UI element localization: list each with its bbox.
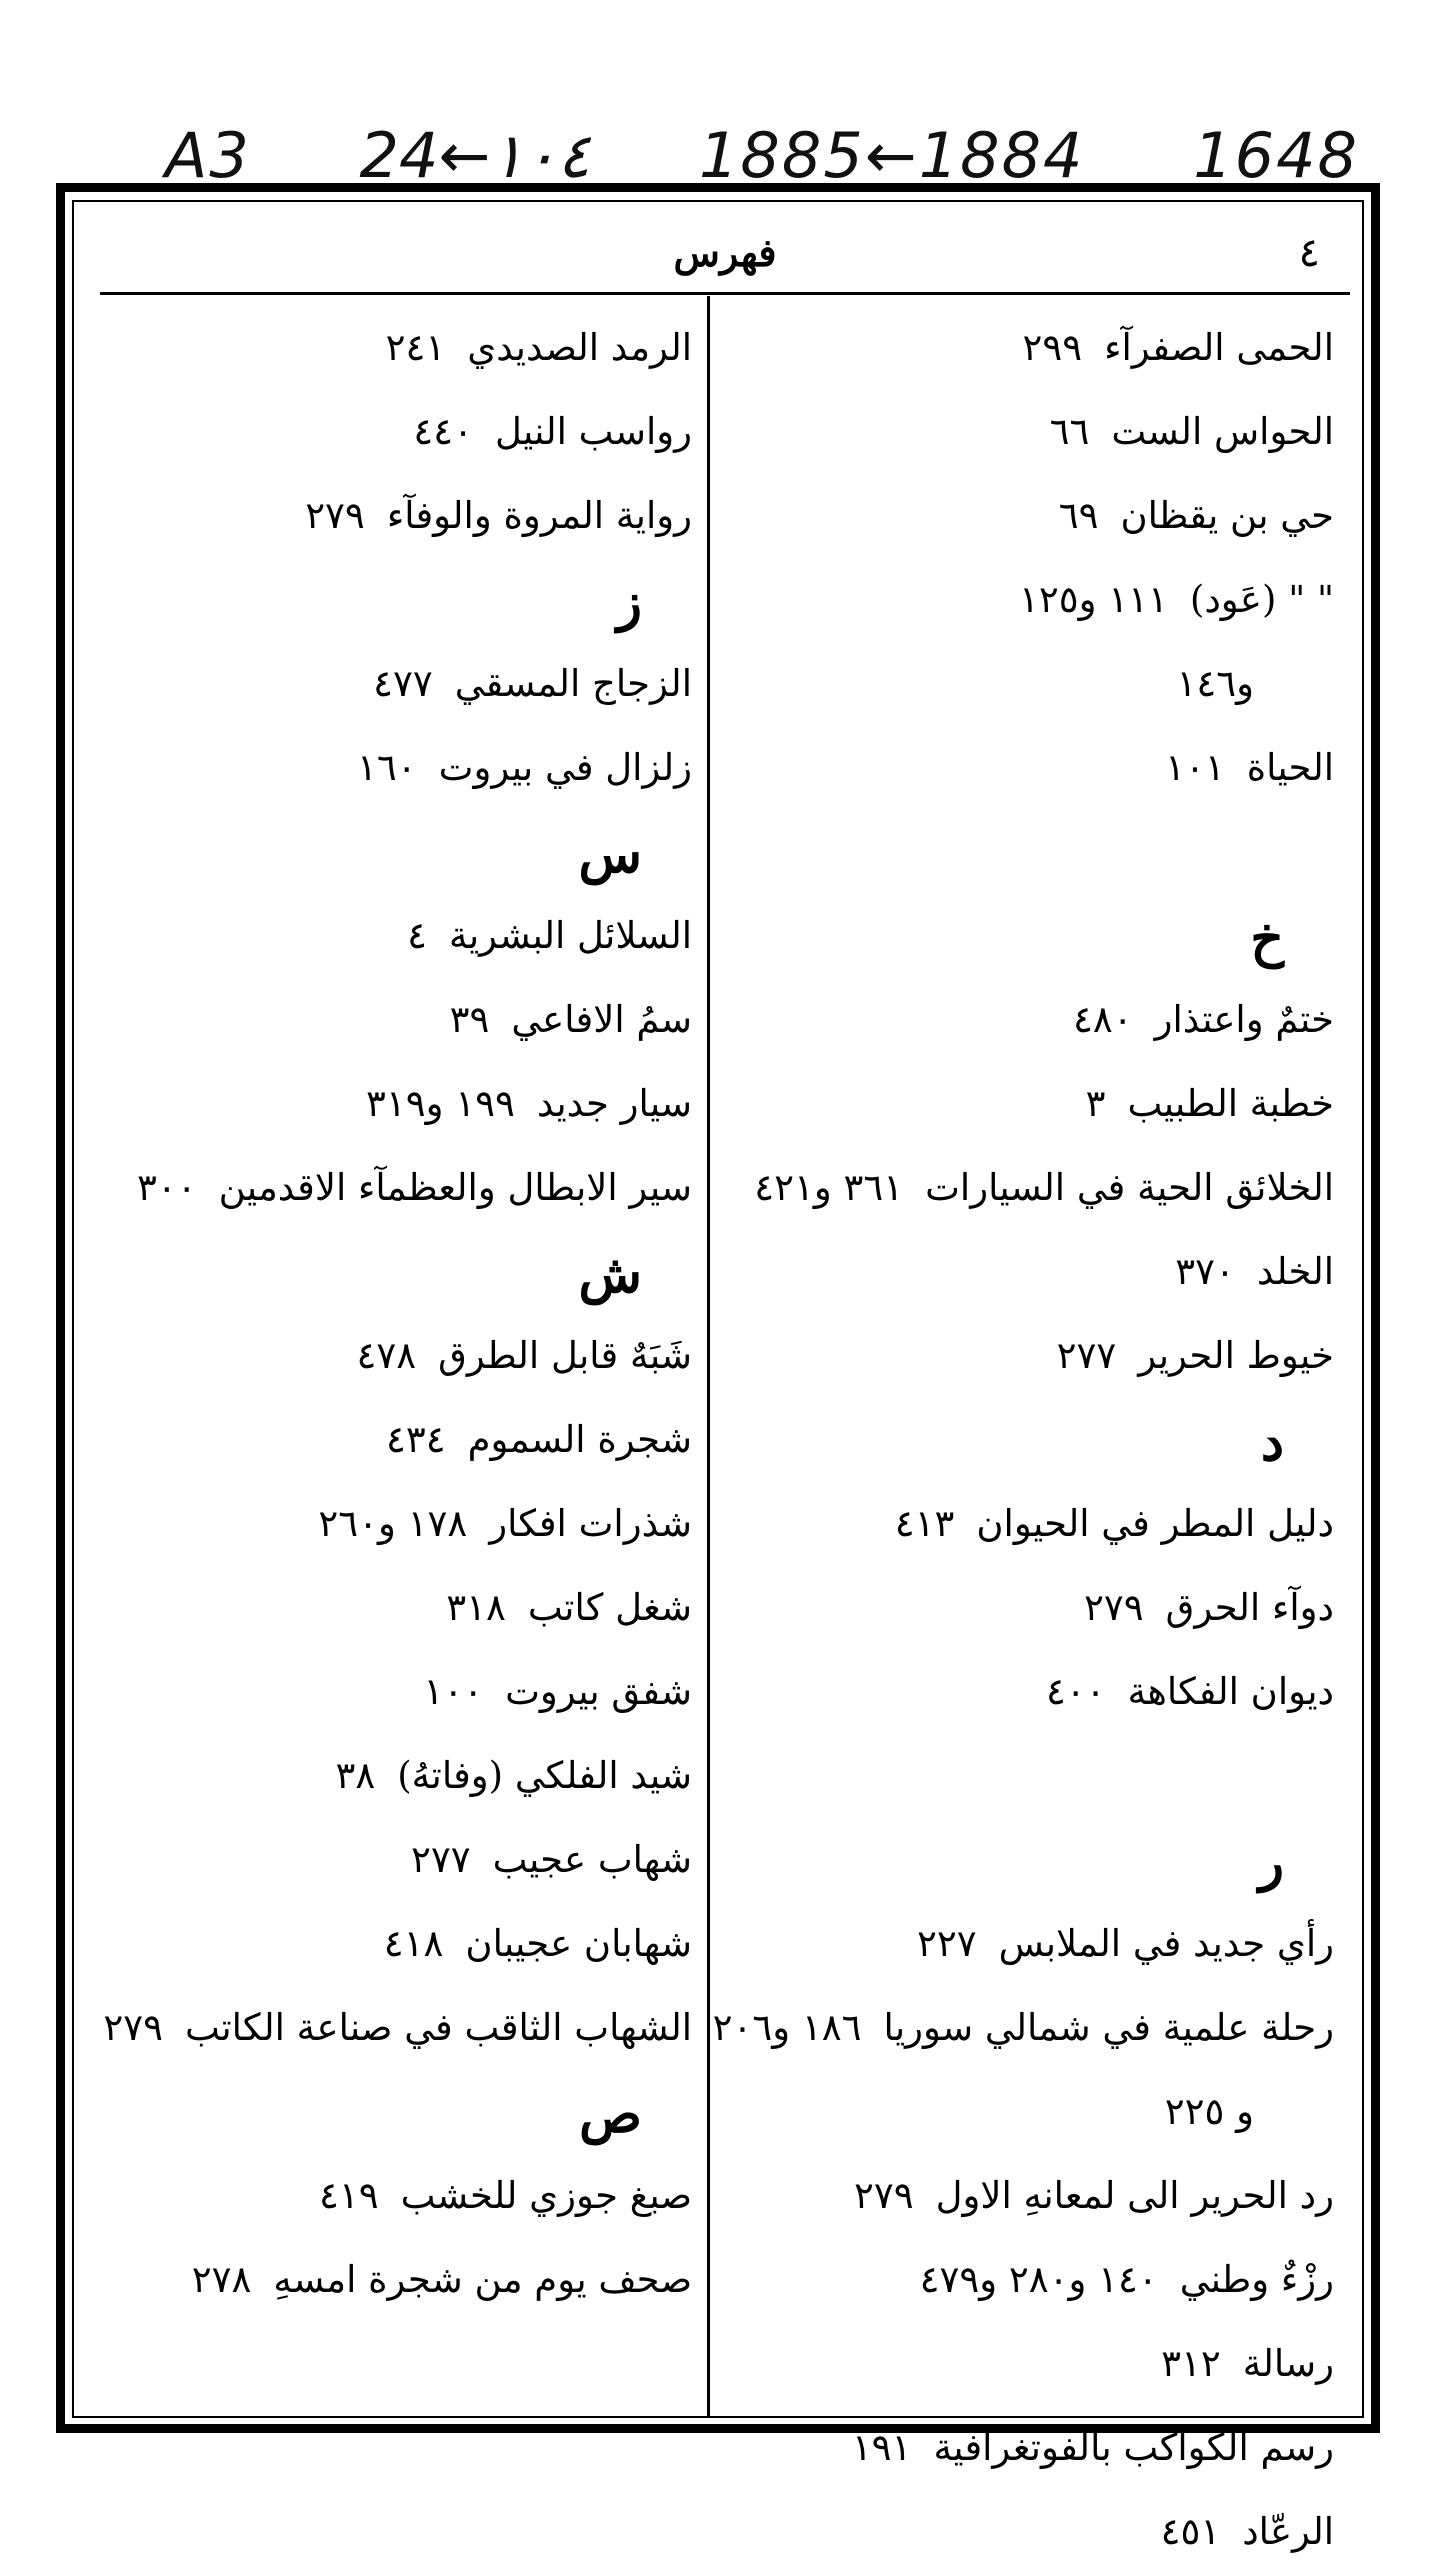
index-entry — [734, 1146, 1334, 1230]
entry-title: سير الابطال والعظمآء الاقدمين — [218, 1166, 692, 1209]
entry-title: شجرة السموم — [467, 1418, 692, 1461]
entry-title: صحف يوم من شجرة امسهِ — [273, 2258, 692, 2301]
catalog-range: 24←١٠٤ — [359, 118, 591, 192]
index-entry — [52, 1146, 692, 1230]
entry-pages: ١٩١ — [851, 2426, 912, 2469]
entry-pages: ٢٧٩ — [853, 2174, 914, 2217]
entry-title: ديوان الفكاهة — [1127, 1670, 1334, 1713]
spacer — [734, 810, 1334, 894]
entry-title: رواية المروة والوفآء — [386, 494, 692, 537]
index-entry — [734, 558, 1334, 642]
entry-title: الخلد — [1256, 1250, 1334, 1293]
section-letter: ص — [579, 2084, 642, 2145]
index-entry — [52, 1398, 692, 1482]
entry-pages: ٢٧٩ — [305, 494, 365, 537]
catalog-code: A3 — [165, 118, 251, 192]
entry-pages: ٤٥١ — [1160, 2510, 1221, 2553]
entry-pages: ١٤٠ و٢٨٠ و٤٧٩ — [919, 2258, 1158, 2301]
index-entry — [52, 642, 692, 726]
entry-pages: ٣٧٠ — [1175, 1250, 1235, 1293]
entry-pages: ٣ — [1085, 1082, 1106, 1125]
index-entry — [52, 1482, 692, 1566]
entry-title: شغل كاتب — [527, 1586, 692, 1629]
index-entry — [734, 1566, 1334, 1650]
entry-pages: ٢٤١ — [385, 326, 446, 369]
spacer — [734, 1734, 1334, 1818]
entry-title: ختمٌ واعتذار — [1154, 998, 1334, 1041]
entry-pages: ١٠٠ — [423, 1670, 484, 1713]
entry-title: الحواس الست — [1111, 410, 1334, 453]
entry-pages: ٤١٨ — [383, 1922, 444, 1965]
entry-pages: ٣١٨ — [446, 1586, 506, 1629]
entry-pages: ٣٩ — [449, 998, 490, 1041]
entry-title: الشهاب الثاقب في صناعة الكاتب — [185, 2006, 692, 2049]
entry-pages: ٣٦١ و٤٢١ — [754, 1166, 904, 1209]
entry-pages: ٢٧٩ — [1084, 1586, 1144, 1629]
entry-title: الرعّاد — [1242, 2510, 1334, 2553]
entry-pages: ٤٣٤ — [385, 1418, 446, 1461]
index-entry — [734, 390, 1334, 474]
index-entry — [734, 1230, 1334, 1314]
entry-title: خطبة الطبيب — [1127, 1082, 1334, 1125]
index-entry — [52, 1566, 692, 1650]
entry-title: رواسب النيل — [494, 410, 692, 453]
index-entry — [52, 978, 692, 1062]
index-entry — [734, 2238, 1334, 2322]
entry-pages: ١٩٩ و٣١٩ — [366, 1082, 515, 1125]
index-entry — [734, 726, 1334, 810]
entry-title: دوآء الحرق — [1165, 1586, 1334, 1629]
entry-pages: ٤٠٠ — [1045, 1670, 1106, 1713]
entry-title: الحياة — [1246, 746, 1334, 789]
entry-title: رحلة علمية في شمالي سوريا — [883, 2006, 1334, 2049]
index-entry — [734, 1482, 1334, 1566]
section-letter: ز — [616, 572, 642, 633]
index-entry — [734, 1062, 1334, 1146]
section-letter: د — [1260, 1412, 1284, 1473]
header-divider — [100, 292, 1350, 295]
index-entry — [52, 474, 692, 558]
entry-pages: ٢٩٩ — [1022, 326, 1083, 369]
entry-pages: ٢٢٧ — [916, 1922, 977, 1965]
index-entry — [734, 1650, 1334, 1734]
entry-title: شَبَهٌ قابل الطرق — [438, 1334, 692, 1377]
entry-pages: ١٧٨ و٢٦٠ — [318, 1502, 468, 1545]
entry-title: زلزال في بيروت — [438, 746, 692, 789]
entry-pages: ١٦٠ — [357, 746, 417, 789]
entry-pages: ٦٩ — [1058, 494, 1099, 537]
index-entry — [734, 642, 1334, 726]
index-entry — [52, 1062, 692, 1146]
index-entry — [52, 1818, 692, 1902]
index-entry — [52, 1734, 692, 1818]
entry-title: حي بن يقظان — [1120, 494, 1334, 537]
index-entry — [52, 1650, 692, 1734]
entry-title: سيار جديد — [536, 1082, 692, 1125]
index-entry — [734, 978, 1334, 1062]
entry-title: شهابان عجيبان — [465, 1922, 692, 1965]
entry-pages: ٢٧٧ — [1056, 1334, 1117, 1377]
entry-title: شيد الفلكي (وفاتهُ) — [397, 1754, 692, 1797]
index-entry — [734, 474, 1334, 558]
entry-title: رسالة — [1242, 2342, 1334, 2385]
index-column-right — [712, 306, 1334, 2574]
index-entry — [52, 2238, 692, 2322]
section-letter: س — [578, 824, 642, 885]
entry-title: صبغ جوزي للخشب — [400, 2174, 692, 2217]
entry-pages: ٤ — [407, 914, 427, 957]
entry-pages: ١٠١ — [1165, 746, 1225, 789]
column-divider — [707, 296, 710, 2416]
index-entry — [52, 726, 692, 810]
entry-pages: ١١١ و١٢٥ — [1019, 578, 1168, 621]
entry-pages: ٣٨ — [335, 1754, 376, 1797]
entry-title: رسم الكواكب بالفوتغرافية — [933, 2426, 1334, 2469]
entry-pages: ٤٤٠ — [413, 410, 473, 453]
entry-title: رد الحرير الى لمعانهِ الاول — [935, 2174, 1334, 2217]
entry-pages: ٢٧٨ — [191, 2258, 252, 2301]
index-entry — [52, 306, 692, 390]
index-entry — [52, 1314, 692, 1398]
entry-pages: و١٤٦ — [1176, 662, 1254, 705]
page-number: ٤ — [1298, 230, 1320, 276]
entry-title: الحمى الصفرآء — [1104, 326, 1334, 369]
entry-pages: ٤٨٠ — [1072, 998, 1133, 1041]
index-entry — [52, 390, 692, 474]
section-letter: ش — [578, 1244, 642, 1305]
entry-title: السلائل البشرية — [449, 914, 692, 957]
index-entry — [52, 2154, 692, 2238]
entry-pages: ٤١٩ — [319, 2174, 379, 2217]
index-entry — [712, 1986, 1334, 2070]
page-header — [100, 226, 1350, 290]
page-title: فهرس — [673, 230, 777, 275]
entry-pages: ٤٧٨ — [356, 1334, 417, 1377]
index-entry — [734, 1902, 1334, 1986]
catalog-number: 1648 — [1193, 118, 1359, 192]
entry-title: خيوط الحرير — [1138, 1334, 1334, 1377]
entry-pages: و ٢٢٥ — [1164, 2090, 1254, 2133]
catalog-years: 1885←1884 — [698, 118, 1085, 192]
entry-title: " " (عَود) — [1189, 578, 1334, 621]
index-entry — [734, 2490, 1334, 2574]
index-entry — [734, 2154, 1334, 2238]
entry-pages: ١٨٦ و٢٠٦ — [712, 2006, 862, 2049]
entry-title: دليل المطر في الحيوان — [976, 1502, 1334, 1545]
index-entry — [734, 2070, 1334, 2154]
entry-title: شهاب عجيب — [492, 1838, 692, 1881]
entry-pages: ٣١٢ — [1161, 2342, 1221, 2385]
entry-title: شذرات افكار — [489, 1502, 692, 1545]
index-entry — [734, 2406, 1334, 2490]
index-entry — [734, 1314, 1334, 1398]
index-entry — [734, 2322, 1334, 2406]
section-letter: خ — [1250, 908, 1284, 969]
entry-title: رزْءٌ وطني — [1179, 2258, 1334, 2301]
index-entry — [52, 1902, 692, 1986]
index-column-left — [52, 306, 692, 2322]
index-entry — [52, 894, 692, 978]
entry-pages: ٢٧٧ — [410, 1838, 471, 1881]
entry-title: سمُ الافاعي — [511, 998, 692, 1041]
entry-title: الرمد الصديدي — [467, 326, 692, 369]
entry-title: رأي جديد في الملابس — [998, 1922, 1334, 1965]
entry-pages: ٣٠٠ — [136, 1166, 197, 1209]
entry-pages: ٤٧٧ — [373, 662, 433, 705]
entry-title: الزجاج المسقي — [454, 662, 692, 705]
section-letter: ر — [1258, 1832, 1284, 1893]
index-entry — [52, 1986, 692, 2070]
entry-title: الخلائق الحية في السيارات — [925, 1166, 1334, 1209]
entry-pages: ٤١٣ — [894, 1502, 955, 1545]
entry-pages: ٢٧٩ — [103, 2006, 164, 2049]
index-entry — [734, 306, 1334, 390]
entry-pages: ٦٦ — [1049, 410, 1090, 453]
entry-title: شفق بيروت — [505, 1670, 692, 1713]
